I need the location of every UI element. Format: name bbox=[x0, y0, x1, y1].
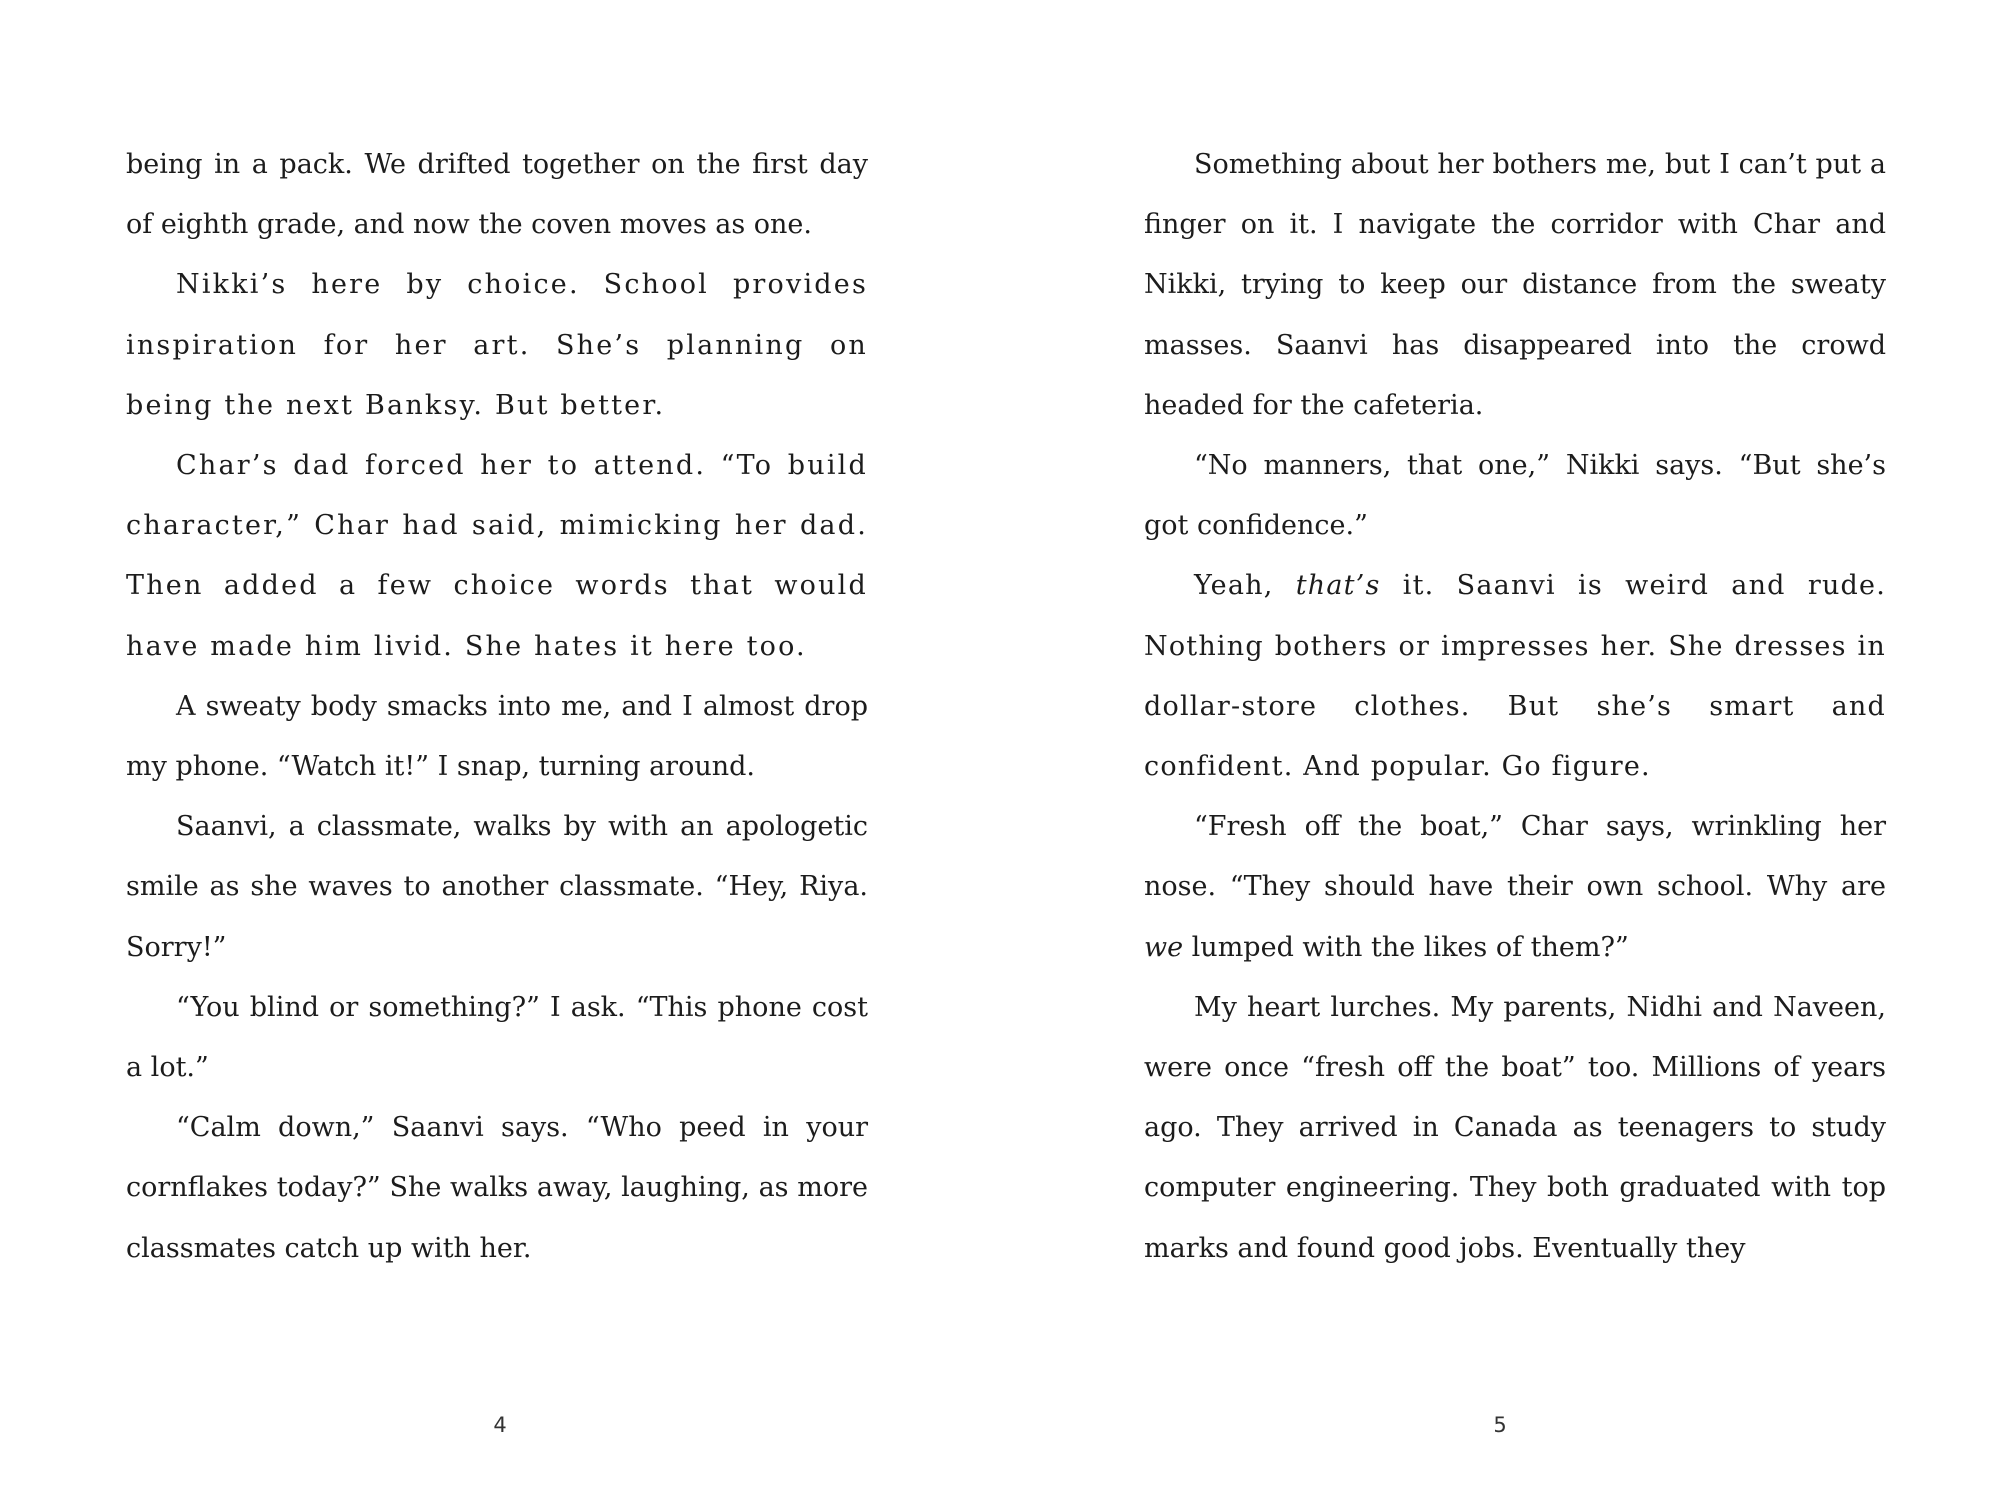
paragraph-text: “Fresh off the boat,” Char says, wrinkling her nose. “They should have their own school. Why are bbox=[1144, 811, 1886, 903]
paragraph: “No manners, that one,” Nikki says. “But she’s got confidence.” bbox=[1144, 450, 1886, 542]
paragraph: Char’s dad forced her to attend. “To build character,” Char had said, mimicking her dad. Then added a few choice words that would have made him livid. She hates it here too. bbox=[126, 450, 868, 662]
right-page-text bbox=[1144, 135, 1886, 1279]
paragraph-text: Yeah, bbox=[1194, 570, 1296, 602]
paragraph: Saanvi, a classmate, walks by with an apologetic smile as she waves to another classmate. “Hey, Riya. Sorry!” bbox=[126, 811, 868, 963]
paragraph: “Calm down,” Saanvi says. “Who peed in your cornflakes today?” She walks away, laughing, as more classmates catch up with her. bbox=[126, 1112, 868, 1264]
paragraph-text: lumped with the likes of them?” bbox=[1183, 931, 1629, 963]
paragraph bbox=[1144, 556, 1886, 797]
paragraph bbox=[1144, 797, 1886, 978]
paragraph: being in a pack. We drifted together on the first day of eighth grade, and now the coven moves as one. bbox=[126, 149, 868, 241]
page-number: 5 bbox=[1493, 1413, 1507, 1437]
emphasized-text: that’s bbox=[1295, 570, 1381, 602]
emphasized-text: we bbox=[1144, 931, 1184, 963]
page-number: 4 bbox=[493, 1413, 507, 1437]
paragraph: Nikki’s here by choice. School provides inspiration for her art. She’s planning on being the next Banksy. But better. bbox=[126, 269, 868, 421]
paragraph: A sweaty body smacks into me, and I almost drop my phone. “Watch it!” I snap, turning around. bbox=[126, 690, 868, 783]
paragraph-text: it. Saanvi is weird and rude. Nothing bothers or impresses her. She dresses in dollar-store clothes. But she’s smart and confident. And popular. Go figure. bbox=[1144, 570, 1886, 783]
right-page bbox=[1000, 0, 2000, 1500]
paragraph: Something about her bothers me, but I can’t put a finger on it. I navigate the corridor with Char and Nikki, trying to keep our distance from the sweaty masses. Saanvi has disappeared into the crowd headed for the cafeteria. bbox=[1144, 149, 1886, 421]
paragraph: “You blind or something?” I ask. “This phone cost a lot.” bbox=[126, 991, 868, 1084]
left-page-text bbox=[126, 135, 868, 1279]
paragraph: My heart lurches. My parents, Nidhi and Naveen, were once “fresh off the boat” too. Millions of years ago. They arrived in Canada as teenagers to study computer engineering. They both graduated with top marks and found good jobs. Eventually they bbox=[1144, 991, 1886, 1264]
